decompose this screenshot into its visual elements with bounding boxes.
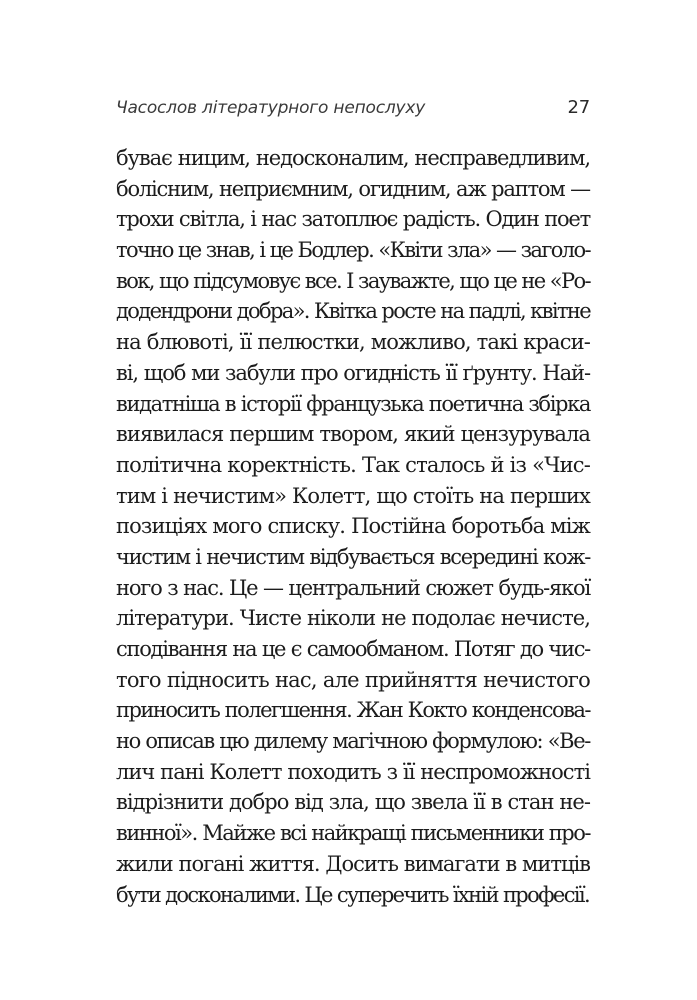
text-line: на блювоті, її пелюстки, можливо, такі краси- bbox=[116, 330, 590, 355]
text-line: літератури. Чисте ніколи не подолає нечисте, bbox=[116, 606, 590, 631]
text-line: трохи світла, і нас затоплює радість. Один поет bbox=[116, 207, 590, 232]
text-line: точно це знав, і це Бодлер. «Квіти зла» — заголо- bbox=[116, 238, 590, 263]
text-line: того підносить нас, але прийняття нечистого bbox=[116, 667, 590, 692]
text-line: буває ницим, недосконалим, несправедливим, bbox=[116, 146, 590, 170]
text-line: но описав цю дилему магічною формулою: «Ве- bbox=[116, 729, 590, 754]
text-line: болісним, неприємним, огидним, аж раптом — bbox=[116, 176, 590, 201]
text-line: вок, що підсумовує все. І зауважте, що це не «Ро- bbox=[116, 268, 590, 293]
text-line: видатніша в історії французька поетична збірка bbox=[116, 391, 590, 416]
text-line: приносить полегшення. Жан Кокто конденсова- bbox=[116, 698, 590, 723]
page-number: 27 bbox=[567, 97, 590, 118]
running-title: Часослов літературного непослуху bbox=[116, 98, 426, 118]
text-line: відрізнити добро від зла, що звела її в стан не- bbox=[116, 790, 590, 815]
text-line: ві, щоб ми забули про огидність її ґрунту. Най- bbox=[116, 360, 590, 385]
text-line: бути досконалими. Це суперечить їхній професії. bbox=[116, 882, 589, 907]
body-text bbox=[116, 143, 590, 910]
text-line: додендрони добра». Квітка росте на падлі, квітне bbox=[116, 299, 590, 324]
text-line: позиціях мого списку. Постійна боротьба між bbox=[116, 514, 590, 539]
text-line: політична коректність. Так сталось й із «Чис- bbox=[116, 452, 590, 477]
text-line: тим і нечистим» Колетт, що стоїть на перших bbox=[116, 483, 590, 508]
text-line: виявилася першим твором, який цензурувала bbox=[116, 422, 590, 447]
text-line: ного з нас. Це — центральний сюжет будь-якої bbox=[116, 575, 590, 600]
text-line: сподівання на це є самообманом. Потяг до чис- bbox=[116, 637, 590, 661]
running-header bbox=[116, 97, 590, 127]
text-line: винної». Майже всі найкращі письменники про- bbox=[116, 821, 590, 846]
text-line: чистим і нечистим відбувається всередині кож- bbox=[116, 544, 590, 569]
text-line: лич пані Колетт походить з її неспроможності bbox=[116, 759, 590, 784]
text-line: жили погані життя. Досить вимагати в митців bbox=[116, 851, 590, 876]
